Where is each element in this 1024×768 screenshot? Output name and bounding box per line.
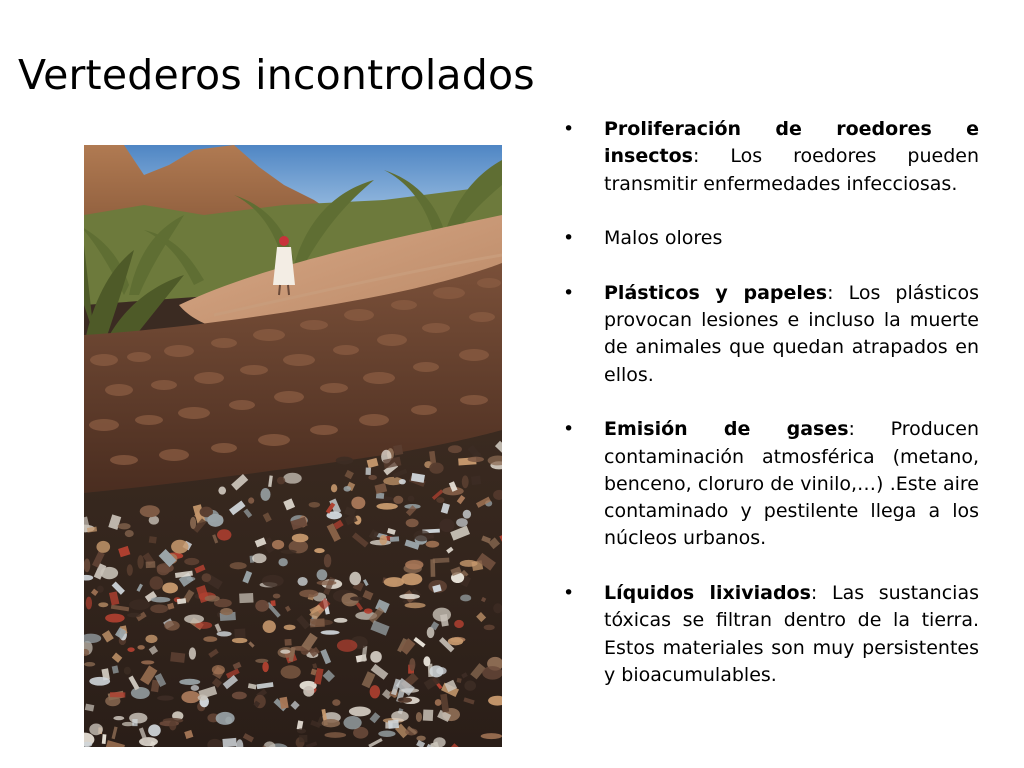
bullet-text: Las sustancias tóxicas se filtran dentro de la tierra. Estos materiales son muy persistentes y bioacumulables. — [604, 582, 979, 686]
bullet-term: Emisión de gases — [604, 418, 849, 441]
bullet-text: Malos olores — [604, 227, 723, 250]
landfill-photo — [84, 145, 502, 747]
bullet-dot: • — [563, 281, 575, 304]
bullet-item — [563, 416, 979, 552]
bullet-dot: • — [563, 418, 575, 441]
bullet-item — [563, 280, 979, 389]
bullet-item — [563, 116, 979, 198]
slide-title: Vertederos incontrolados — [18, 51, 535, 99]
bullet-list — [563, 116, 979, 717]
bullet-term: Plásticos y papeles — [604, 281, 828, 304]
bullet-term: Líquidos lixiviados — [604, 582, 811, 605]
bullet-dot: • — [563, 118, 575, 140]
bullet-separator: : — [692, 145, 700, 168]
bullet-item — [563, 225, 979, 252]
bullet-dot: • — [563, 227, 575, 250]
bullet-text: Producen contaminación atmosférica (metano, benceno, cloruro de vinilo,…) .Este aire contaminado y pestilente llega a los núcleos urbanos. — [604, 418, 979, 550]
bullet-text: Los roedores pueden transmitir enfermedades infecciosas. — [604, 145, 979, 195]
bullet-term: Proliferación de roedores e insectos — [604, 118, 979, 168]
bullet-dot: • — [563, 582, 575, 605]
bullet-separator: : — [827, 281, 834, 304]
landfill-illustration — [84, 145, 502, 747]
bullet-separator: : — [848, 418, 855, 441]
bullet-text: Los plásticos provocan lesiones e incluso la muerte de animales que quedan atrapados en ellos. — [604, 281, 979, 386]
bullet-separator: : — [810, 582, 818, 605]
bullet-item — [563, 580, 979, 689]
